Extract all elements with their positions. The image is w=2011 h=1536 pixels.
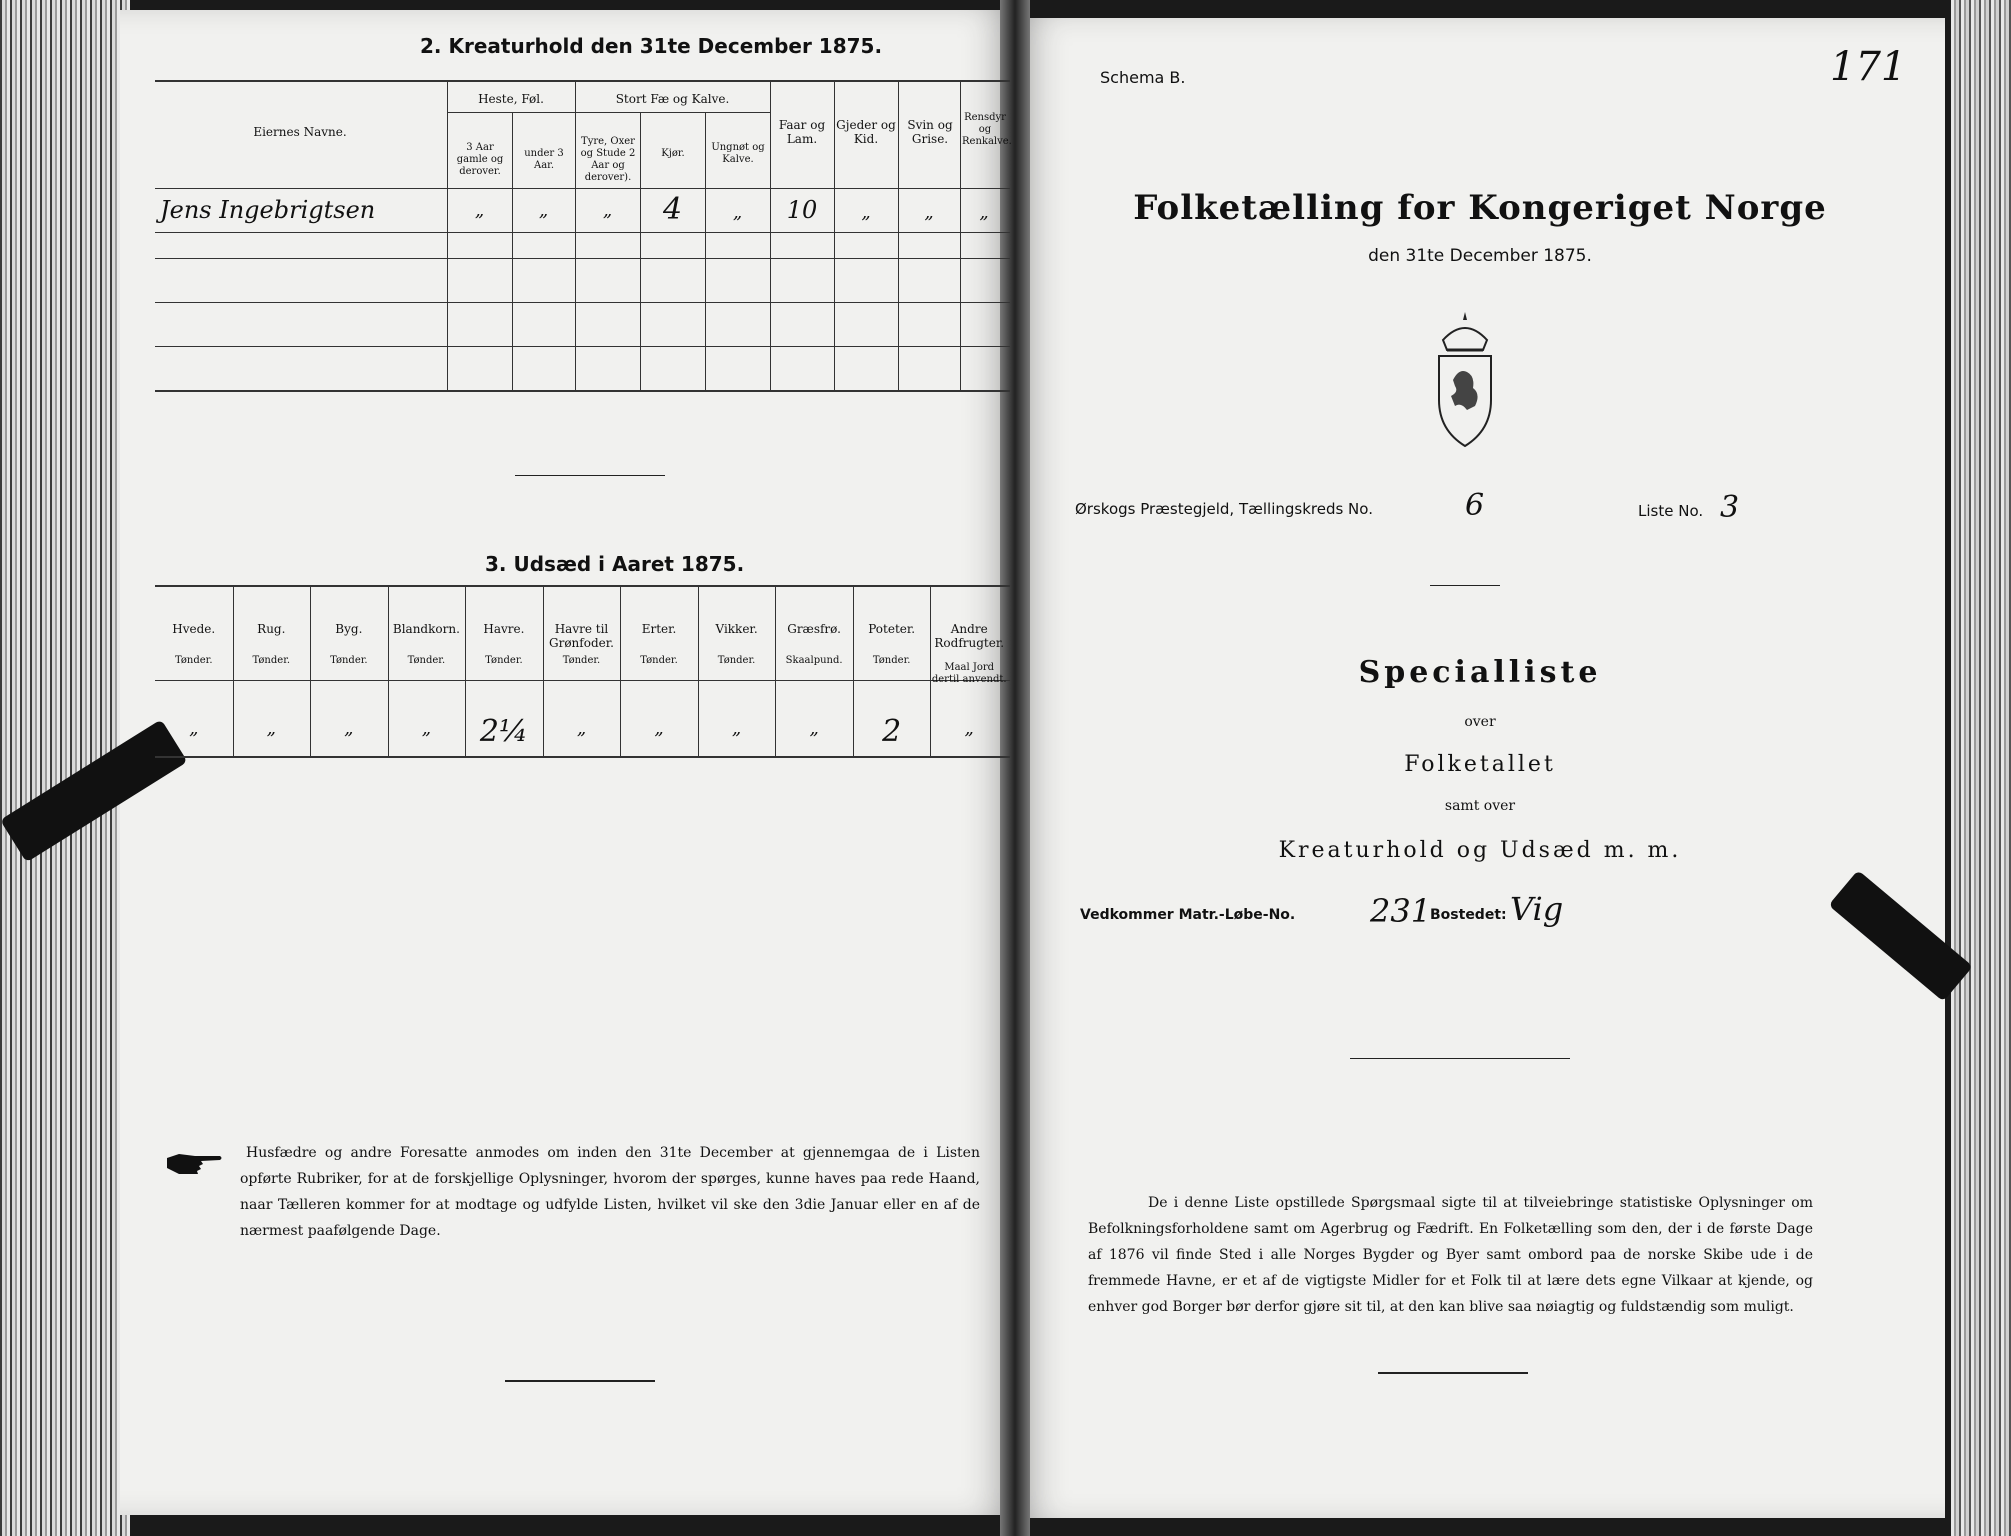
notice-text: Husfædre og andre Foresatte anmodes om inden den 31te December at gjennemgaa de i Listen opførte Rubriker, for at de forskjellige Oplysninger, hvorom der spørges, kunne haves paa rede Haand, naar Tælleren kommer for at modtage og udfylde Listen, hvilket vil ske den 3die Januar eller en af de nærmest paafølgende Dage. — [240, 1145, 980, 1239]
s3-col-unit: Tønder. — [407, 655, 446, 666]
s3-cell-value: „ — [809, 718, 819, 739]
schema-label: Schema B. — [1100, 68, 1186, 87]
s3-col-header: Vikker. — [715, 622, 758, 636]
s3-col-unit: Tønder. — [872, 655, 911, 666]
census-title: Folketælling for Kongeriget Norge — [1133, 188, 1827, 228]
cell-pigs: „ — [924, 202, 934, 223]
divider — [505, 1380, 655, 1382]
s3-col-unit: Maal Jord dertil anvendt. — [931, 662, 1007, 685]
kreaturhold-title: Kreaturhold og Udsæd m. m. — [1278, 838, 1682, 863]
col-horses-young-header: under 3 Aar. — [524, 148, 564, 171]
col-pigs-header: Svin og Grise. — [907, 118, 953, 146]
samt-over: samt over — [1444, 798, 1516, 814]
over-1: over — [1464, 714, 1496, 730]
col-owner-header: Eiernes Navne. — [253, 125, 347, 139]
s3-col-unit: Tønder. — [252, 655, 291, 666]
s3-col-header: Poteter. — [868, 622, 916, 636]
s3-cell-value: „ — [964, 718, 974, 739]
s2-header-rule — [155, 188, 1010, 189]
s3-cell-value: „ — [654, 718, 664, 739]
left-page — [120, 10, 1015, 1515]
s3-cell-value: „ — [266, 718, 276, 739]
cell-goats: „ — [861, 202, 871, 223]
s3-col-header: Blandkorn. — [392, 622, 460, 636]
s3-col-header: Rug. — [257, 622, 286, 636]
coat-of-arms-icon — [1425, 310, 1505, 450]
book-edge-right — [1951, 0, 2011, 1536]
cell-cows: 4 — [662, 192, 683, 227]
cell-oxen: „ — [602, 200, 613, 221]
cell-sheep: 10 — [786, 196, 818, 224]
pointing-hand-icon — [165, 1148, 225, 1178]
s3-cell-value: „ — [731, 718, 742, 739]
cell-horses-old: „ — [474, 200, 485, 221]
parish-line — [1075, 500, 1373, 518]
s3-col-header: Erter. — [641, 622, 677, 636]
s2-vline — [770, 80, 771, 392]
s3-cell-value: „ — [576, 718, 587, 739]
s3-header-rule — [155, 680, 1010, 681]
s2-vline — [447, 80, 448, 392]
s3-col-header: Havre. — [483, 622, 525, 636]
section3-title: 3. Udsæd i Aaret 1875. — [485, 552, 745, 576]
s2-vline — [705, 112, 706, 392]
s2-top-rule — [155, 80, 1010, 82]
cell-horses-young: „ — [538, 200, 549, 221]
folketallet: Folketallet — [1404, 752, 1556, 777]
s3-col-header: Andre Rodfrugter. — [934, 622, 1005, 650]
bosted-value: Vig — [1510, 890, 1564, 928]
s2-row-rule-1 — [155, 232, 1010, 233]
s3-col-unit: Skaalpund. — [785, 655, 843, 666]
s2-group-rule — [447, 112, 575, 113]
section2-title: 2. Kreaturhold den 31te December 1875. — [420, 34, 883, 58]
s2-vline — [575, 80, 576, 392]
specialliste-title: Specialliste — [1358, 655, 1602, 690]
owner-name: Jens Ingebrigtsen — [160, 196, 376, 224]
col-oxen-header: Tyre, Oxer og Stude 2 Aar og derover). — [580, 136, 636, 183]
matr-number: 231 — [1370, 892, 1432, 930]
s2-row-rule-2 — [155, 258, 1010, 259]
col-reindeer-header: Rensdyr og Renkalve. — [962, 112, 1012, 147]
kreds-number: 6 — [1465, 488, 1485, 523]
s2-vline — [960, 80, 961, 392]
s2-vline — [512, 112, 513, 392]
col-horses-header: Heste, Føl. — [478, 92, 544, 106]
col-young-header: Ungnøt og Kalve. — [711, 142, 765, 165]
s2-row-rule-4 — [155, 346, 1010, 347]
s3-cell-value: 2 — [882, 714, 902, 749]
s2-group-rule — [575, 112, 770, 113]
col-sheep-header: Faar og Lam. — [778, 118, 826, 146]
s3-bottom-rule — [155, 756, 1010, 758]
s3-col-header: Havre til Grønfoder. — [549, 622, 614, 650]
s3-col-header: Græsfrø. — [787, 622, 841, 636]
matr-label: Vedkommer Matr.-Løbe-No. — [1080, 907, 1296, 923]
s2-bottom-rule — [155, 390, 1010, 392]
s3-col-unit: Tønder. — [562, 655, 601, 666]
census-date: den 31te December 1875. — [1368, 246, 1592, 266]
s3-col-unit: Tønder. — [485, 655, 523, 666]
divider — [1378, 1372, 1528, 1374]
col-cattle-header: Stort Fæ og Kalve. — [615, 92, 730, 106]
s3-cell-value: 2¼ — [479, 714, 529, 749]
s3-cell-value: „ — [189, 718, 199, 739]
s3-top-rule — [155, 585, 1010, 587]
bosted-label: Bostedet: — [1430, 907, 1507, 923]
s3-cell-value: „ — [344, 718, 354, 739]
s3-col-unit: Tønder. — [174, 655, 213, 666]
explanation-paragraph: De i denne Liste opstillede Spørgsmaal sigte til at tilveiebringe statistiske Oplysninger om Befolkningsforholdene samt om Agerbrug og Fædrift. En Folketælling som den, der i de første Dage af 1876 vil finde Sted i alle Norges Bygder og Byer samt ombord paa de norske Skibe ude i de fremmede Havne, er et af de vigtigste Midler for et Folk til at lære dets egne Vilkaar at kjende, og enhver god Borger bør derfor gjøre sit til, at den kan blive saa nøiagtig og fuldstændig som muligt. — [1088, 1195, 1813, 1315]
liste-label: Liste No. — [1638, 502, 1704, 520]
s2-vline — [640, 112, 641, 392]
cell-young: „ — [732, 202, 743, 223]
col-goats-header: Gjeder og Kid. — [836, 118, 896, 146]
page-number: 171 — [1830, 44, 1907, 90]
col-cows-header: Kjør. — [661, 148, 685, 159]
s3-col-unit: Tønder. — [717, 655, 756, 666]
parish-label: Ørskogs Præstegjeld, Tællingskreds No. — [1075, 500, 1373, 518]
s2-vline — [898, 80, 899, 392]
s3-cell-value: „ — [421, 718, 432, 739]
divider — [1430, 585, 1500, 586]
s3-col-header: Byg. — [335, 622, 363, 636]
liste-number: 3 — [1720, 490, 1740, 525]
cell-reindeer: „ — [979, 202, 989, 223]
s3-col-header: Hvede. — [172, 622, 216, 636]
divider — [515, 475, 665, 476]
divider — [1350, 1058, 1570, 1059]
s2-vline — [834, 80, 835, 392]
s3-col-unit: Tønder. — [640, 655, 678, 666]
col-horses-old-header: 3 Aar gamle og derover. — [456, 142, 504, 177]
s2-row-rule-3 — [155, 302, 1010, 303]
s3-col-unit: Tønder. — [330, 655, 368, 666]
